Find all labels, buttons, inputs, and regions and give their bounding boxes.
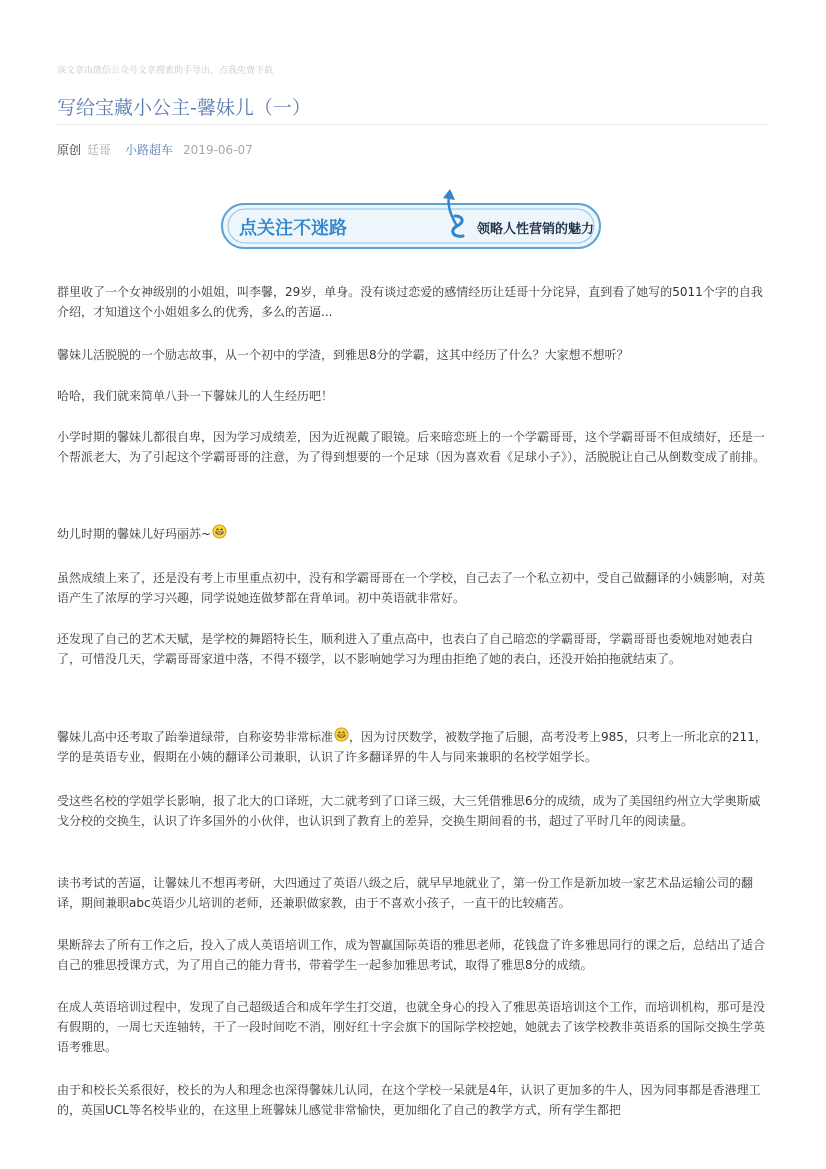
author-name: 廷哥 bbox=[87, 143, 112, 157]
paragraph: 小学时期的馨妹儿都很自卑，因为学习成绩差，因为近视戴了眼镜。后来暗恋班上的一个学霸哥哥，这个学霸哥哥不但成绩好，还是一个帮派老大，为了引起这个学霸哥哥的注意，为了得到想要的一个足球（因为喜欢看《足球小子》），活脱脱让自己从倒数变成了前排。 bbox=[57, 430, 766, 464]
grin-emoji-icon bbox=[334, 727, 349, 742]
paragraph-text: ，因为讨厌数学，被数学拖了后腿，高考没考上985，只考上一所北京的211，学的是英语专业，假期在小姨的翻译公司兼职，认识了许多翻译界的牛人与同来兼职的名校学姐学长。 bbox=[57, 730, 767, 764]
paragraph: 由于和校长关系很好，校长的为人和理念也深得馨妹儿认同，在这个学校一呆就是4年，认识了更加多的牛人，因为同事都是香港理工的，英国UCL等名校毕业的，在这里上班馨妹儿感觉非常愉快，更加细化了自己的教学方式，所有学生都把 bbox=[57, 1083, 761, 1117]
paragraph: 馨妹儿活脱脱的一个励志故事，从一个初中的学渣，到雅思8分的学霸，这其中经历了什么？大家想不想听？ bbox=[57, 348, 629, 362]
paragraph: 哈哈，我们就来简单八卦一下馨妹儿的人生经历吧！ bbox=[57, 389, 334, 403]
title-divider bbox=[57, 124, 769, 125]
original-tag: 原创 bbox=[57, 143, 82, 157]
paragraph: 群里收了一个女神级别的小姐姐，叫李馨，29岁，单身。没有谈过恋爱的感情经历让廷哥十分诧异，直到看了她写的5011个字的自我介绍，才知道这个小姐姐多么的优秀，多么的苦逼... bbox=[57, 285, 763, 319]
article-meta bbox=[57, 141, 253, 158]
paragraph: 还发现了自己的艺术天赋，是学校的舞蹈特长生，顺利进入了重点高中，也表白了自己暗恋的学霸哥哥，学霸哥哥也委婉地对她表白了，可惜没几天，学霸哥哥家道中落，不得不辍学，以不影响她学习为理由拒绝了她的表白，还没开始拍拖就结束了。 bbox=[57, 632, 754, 666]
paragraph-text: 馨妹儿高中还考取了跆拳道绿带，自称姿势非常标准 bbox=[57, 730, 334, 744]
grin-emoji-icon bbox=[212, 524, 227, 539]
paragraph bbox=[57, 727, 769, 767]
paragraph: 在成人英语培训过程中，发现了自己超级适合和成年学生打交道，也就全身心的投入了雅思英语培训这个工作，而培训机构，那可是没有假期的，一周七天连轴转，干了一段时间吃不消，刚好红十字会旗下的国际学校挖她，她就去了该学校教非英语系的国际交换生学英语考雅思。 bbox=[57, 1000, 766, 1054]
paragraph: 读书考试的苦逼，让馨妹儿不想再考研，大四通过了英语八级之后，就早早地就业了，第一份工作是新加坡一家艺术品运输公司的翻译，期间兼职abc英语少儿培训的老师，还兼职做家教，由于不喜欢小孩子，一直干的比较痛苦。 bbox=[57, 876, 754, 910]
page-title: 写给宝藏小公主-馨妹儿（一） bbox=[57, 97, 311, 119]
paragraph bbox=[57, 524, 769, 544]
banner-left-text: 点关注不迷路 bbox=[239, 218, 347, 239]
paragraph: 受这些名校的学姐学长影响，报了北大的口译班，大二就考到了口译三级，大三凭借雅思6分的成绩，成为了美国纽约州立大学奥斯威戈分校的交换生，认识了许多国外的小伙伴，也认识到了教育上的差异，交换生期间看的书，超过了平时几年的阅读量。 bbox=[57, 794, 761, 828]
paragraph: 果断辞去了所有工作之后，投入了成人英语培训工作，成为智赢国际英语的雅思老师，花钱盘了许多雅思同行的课之后，总结出了适合自己的雅思授课方式，为了用自己的能力背书，带着学生一起参加雅思考试，取得了雅思8分的成绩。 bbox=[57, 938, 766, 972]
publish-date: 2019-06-07 bbox=[183, 143, 253, 157]
follow-banner bbox=[219, 188, 603, 252]
export-notice-link[interactable]: 该文章由微信公众号文章搜索助手导出，点我免费下载 bbox=[57, 66, 274, 76]
banner-right-text: 领略人性营销的魅力 bbox=[477, 222, 595, 237]
paragraph: 虽然成绩上来了，还是没有考上市里重点初中，没有和学霸哥哥在一个学校，自己去了一个私立初中，受自己做翻译的小姨影响，对英语产生了浓厚的学习兴趣，同学说她连做梦都在背单词。初中英语就非常好。 bbox=[57, 571, 766, 605]
paragraph-text: 幼儿时期的馨妹儿好玛丽苏~ bbox=[57, 527, 212, 541]
account-link[interactable]: 小路超车 bbox=[125, 143, 174, 157]
